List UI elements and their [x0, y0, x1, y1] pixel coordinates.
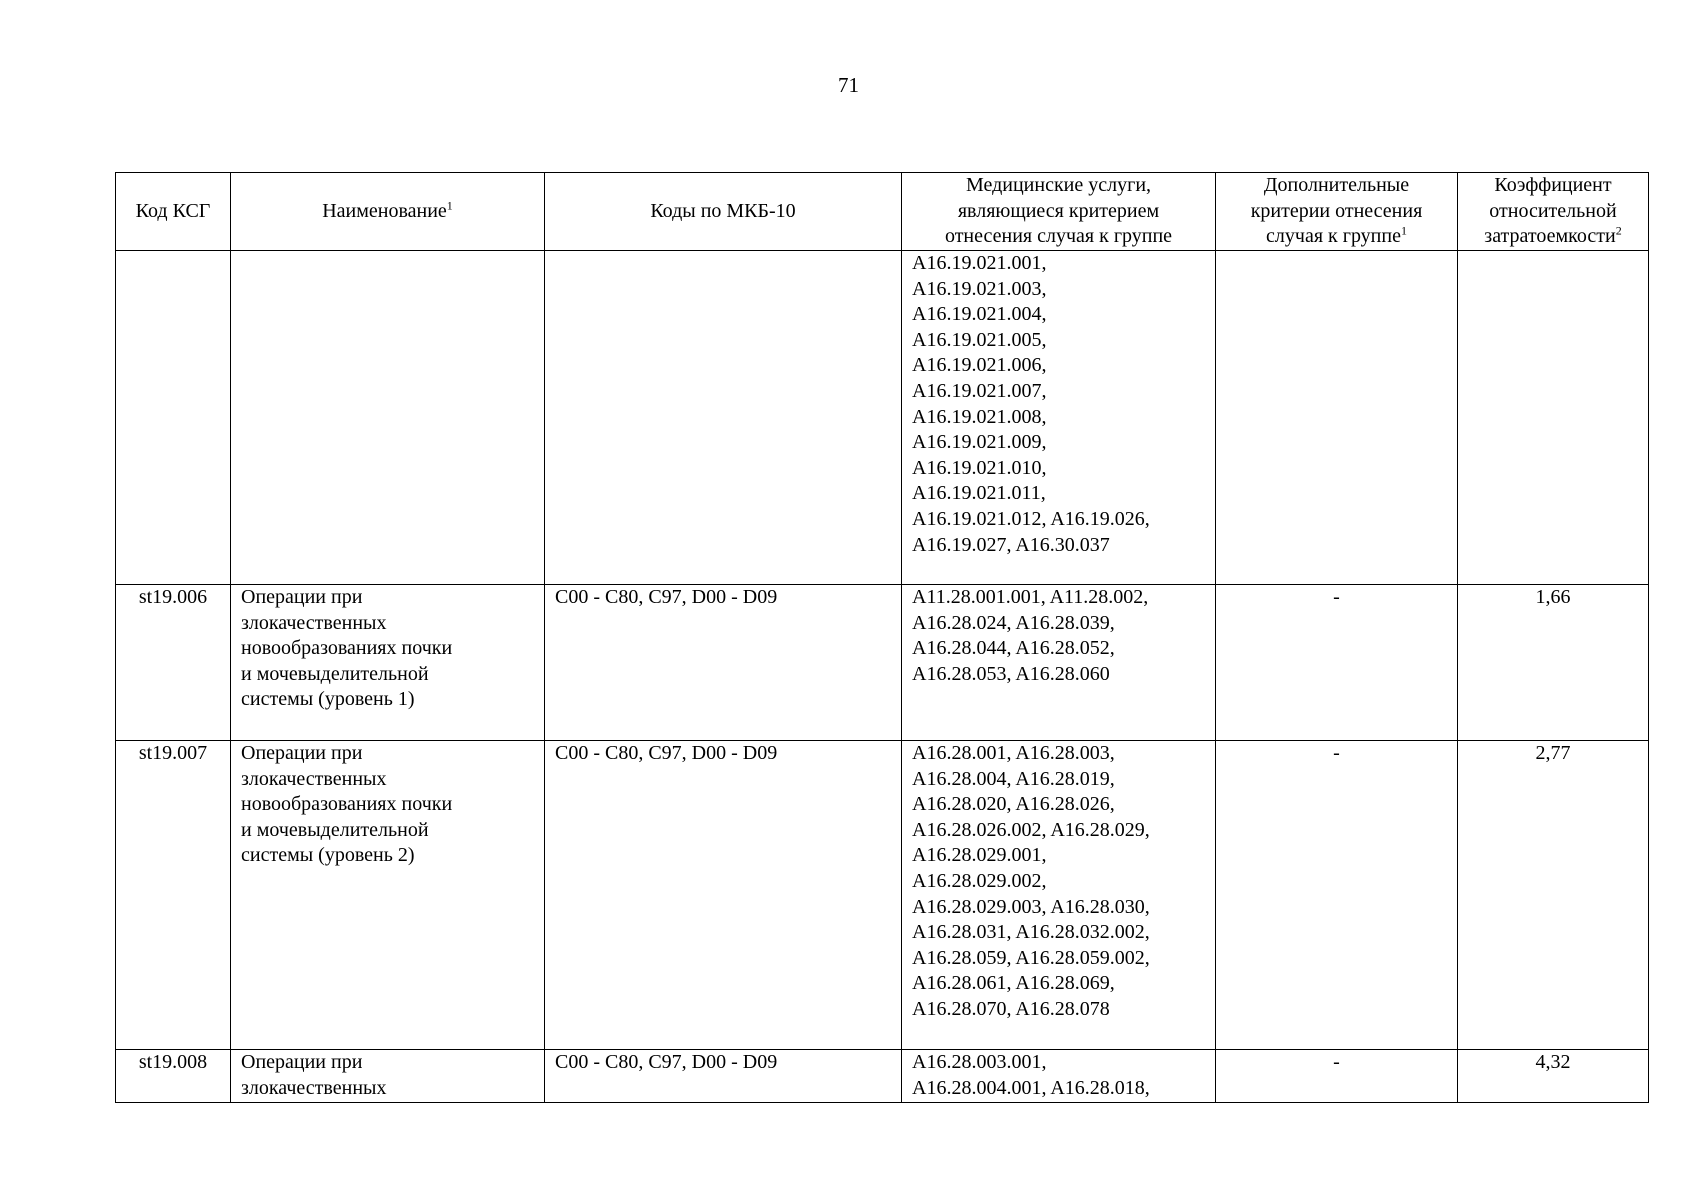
- cell-coefficient: 2,77: [1458, 741, 1649, 1050]
- footnote-mark: 1: [1400, 223, 1407, 238]
- header-services: Медицинские услуги, являющиеся критерием отнесения случая к группе: [902, 173, 1216, 251]
- cell-name: Операции при злокачественных новообразованиях почки и мочевыделительной системы (уровень 2): [231, 741, 545, 1050]
- cell-extra-criteria: -: [1216, 585, 1458, 741]
- cell-code: st19.008: [116, 1050, 231, 1103]
- table-header-row: [116, 173, 1649, 251]
- cell-services: A16.28.001, A16.28.003, A16.28.004, A16.28.019, A16.28.020, A16.28.026, A16.28.026.002, A16.28.029, A16.28.029.001, A16.28.029.002, A16.28.029.003, A16.28.030, A16.28.031, A16.28.032.002, A16.28.059, A16.28.059.002, A16.28.061, A16.28.069, A16.28.070, A16.28.078: [902, 741, 1216, 1050]
- cell-name: Операции при злокачественных новообразованиях почки и мочевыделительной системы (уровень 1): [231, 585, 545, 741]
- cell-services: A16.19.021.001, A16.19.021.003, A16.19.021.004, A16.19.021.005, A16.19.021.006, A16.19.021.007, A16.19.021.008, A16.19.021.009, A16.19.021.010, A16.19.021.011, A16.19.021.012, A16.19.026, A16.19.027, A16.30.037: [902, 251, 1216, 585]
- ksg-table: [115, 172, 1649, 1103]
- header-icd: Коды по МКБ-10: [545, 173, 902, 251]
- table-row: [116, 585, 1649, 741]
- footnote-mark: 1: [446, 198, 453, 213]
- page-number: 71: [838, 73, 859, 97]
- cell-icd: C00 - C80, C97, D00 - D09: [545, 1050, 902, 1103]
- cell-services: A11.28.001.001, A11.28.002, A16.28.024, A16.28.039, A16.28.044, A16.28.052, A16.28.053, A16.28.060: [902, 585, 1216, 741]
- header-name: Наименование$^1$: [231, 173, 545, 251]
- cell-coefficient: [1458, 251, 1649, 585]
- cell-name: [231, 251, 545, 585]
- table-row: [116, 741, 1649, 1050]
- cell-extra-criteria: -: [1216, 741, 1458, 1050]
- header-extra-criteria: Дополнительные критерии отнесения случая к группе$^1$: [1216, 173, 1458, 251]
- cell-name: Операции при злокачественных: [231, 1050, 545, 1103]
- cell-code: st19.006: [116, 585, 231, 741]
- cell-icd: C00 - C80, C97, D00 - D09: [545, 741, 902, 1050]
- footnote-mark: 2: [1615, 223, 1622, 238]
- cell-extra-criteria: [1216, 251, 1458, 585]
- cell-code: [116, 251, 231, 585]
- cell-icd: [545, 251, 902, 585]
- cell-coefficient: 1,66: [1458, 585, 1649, 741]
- cell-code: st19.007: [116, 741, 231, 1050]
- cell-extra-criteria: -: [1216, 1050, 1458, 1103]
- table-row: [116, 1050, 1649, 1103]
- header-code: Код КСГ: [116, 173, 231, 251]
- cell-icd: C00 - C80, C97, D00 - D09: [545, 585, 902, 741]
- table-row: [116, 251, 1649, 585]
- cell-services: A16.28.003.001, A16.28.004.001, A16.28.018,: [902, 1050, 1216, 1103]
- header-coefficient: Коэффициент относительной затратоемкости$^2$: [1458, 173, 1649, 251]
- cell-coefficient: 4,32: [1458, 1050, 1649, 1103]
